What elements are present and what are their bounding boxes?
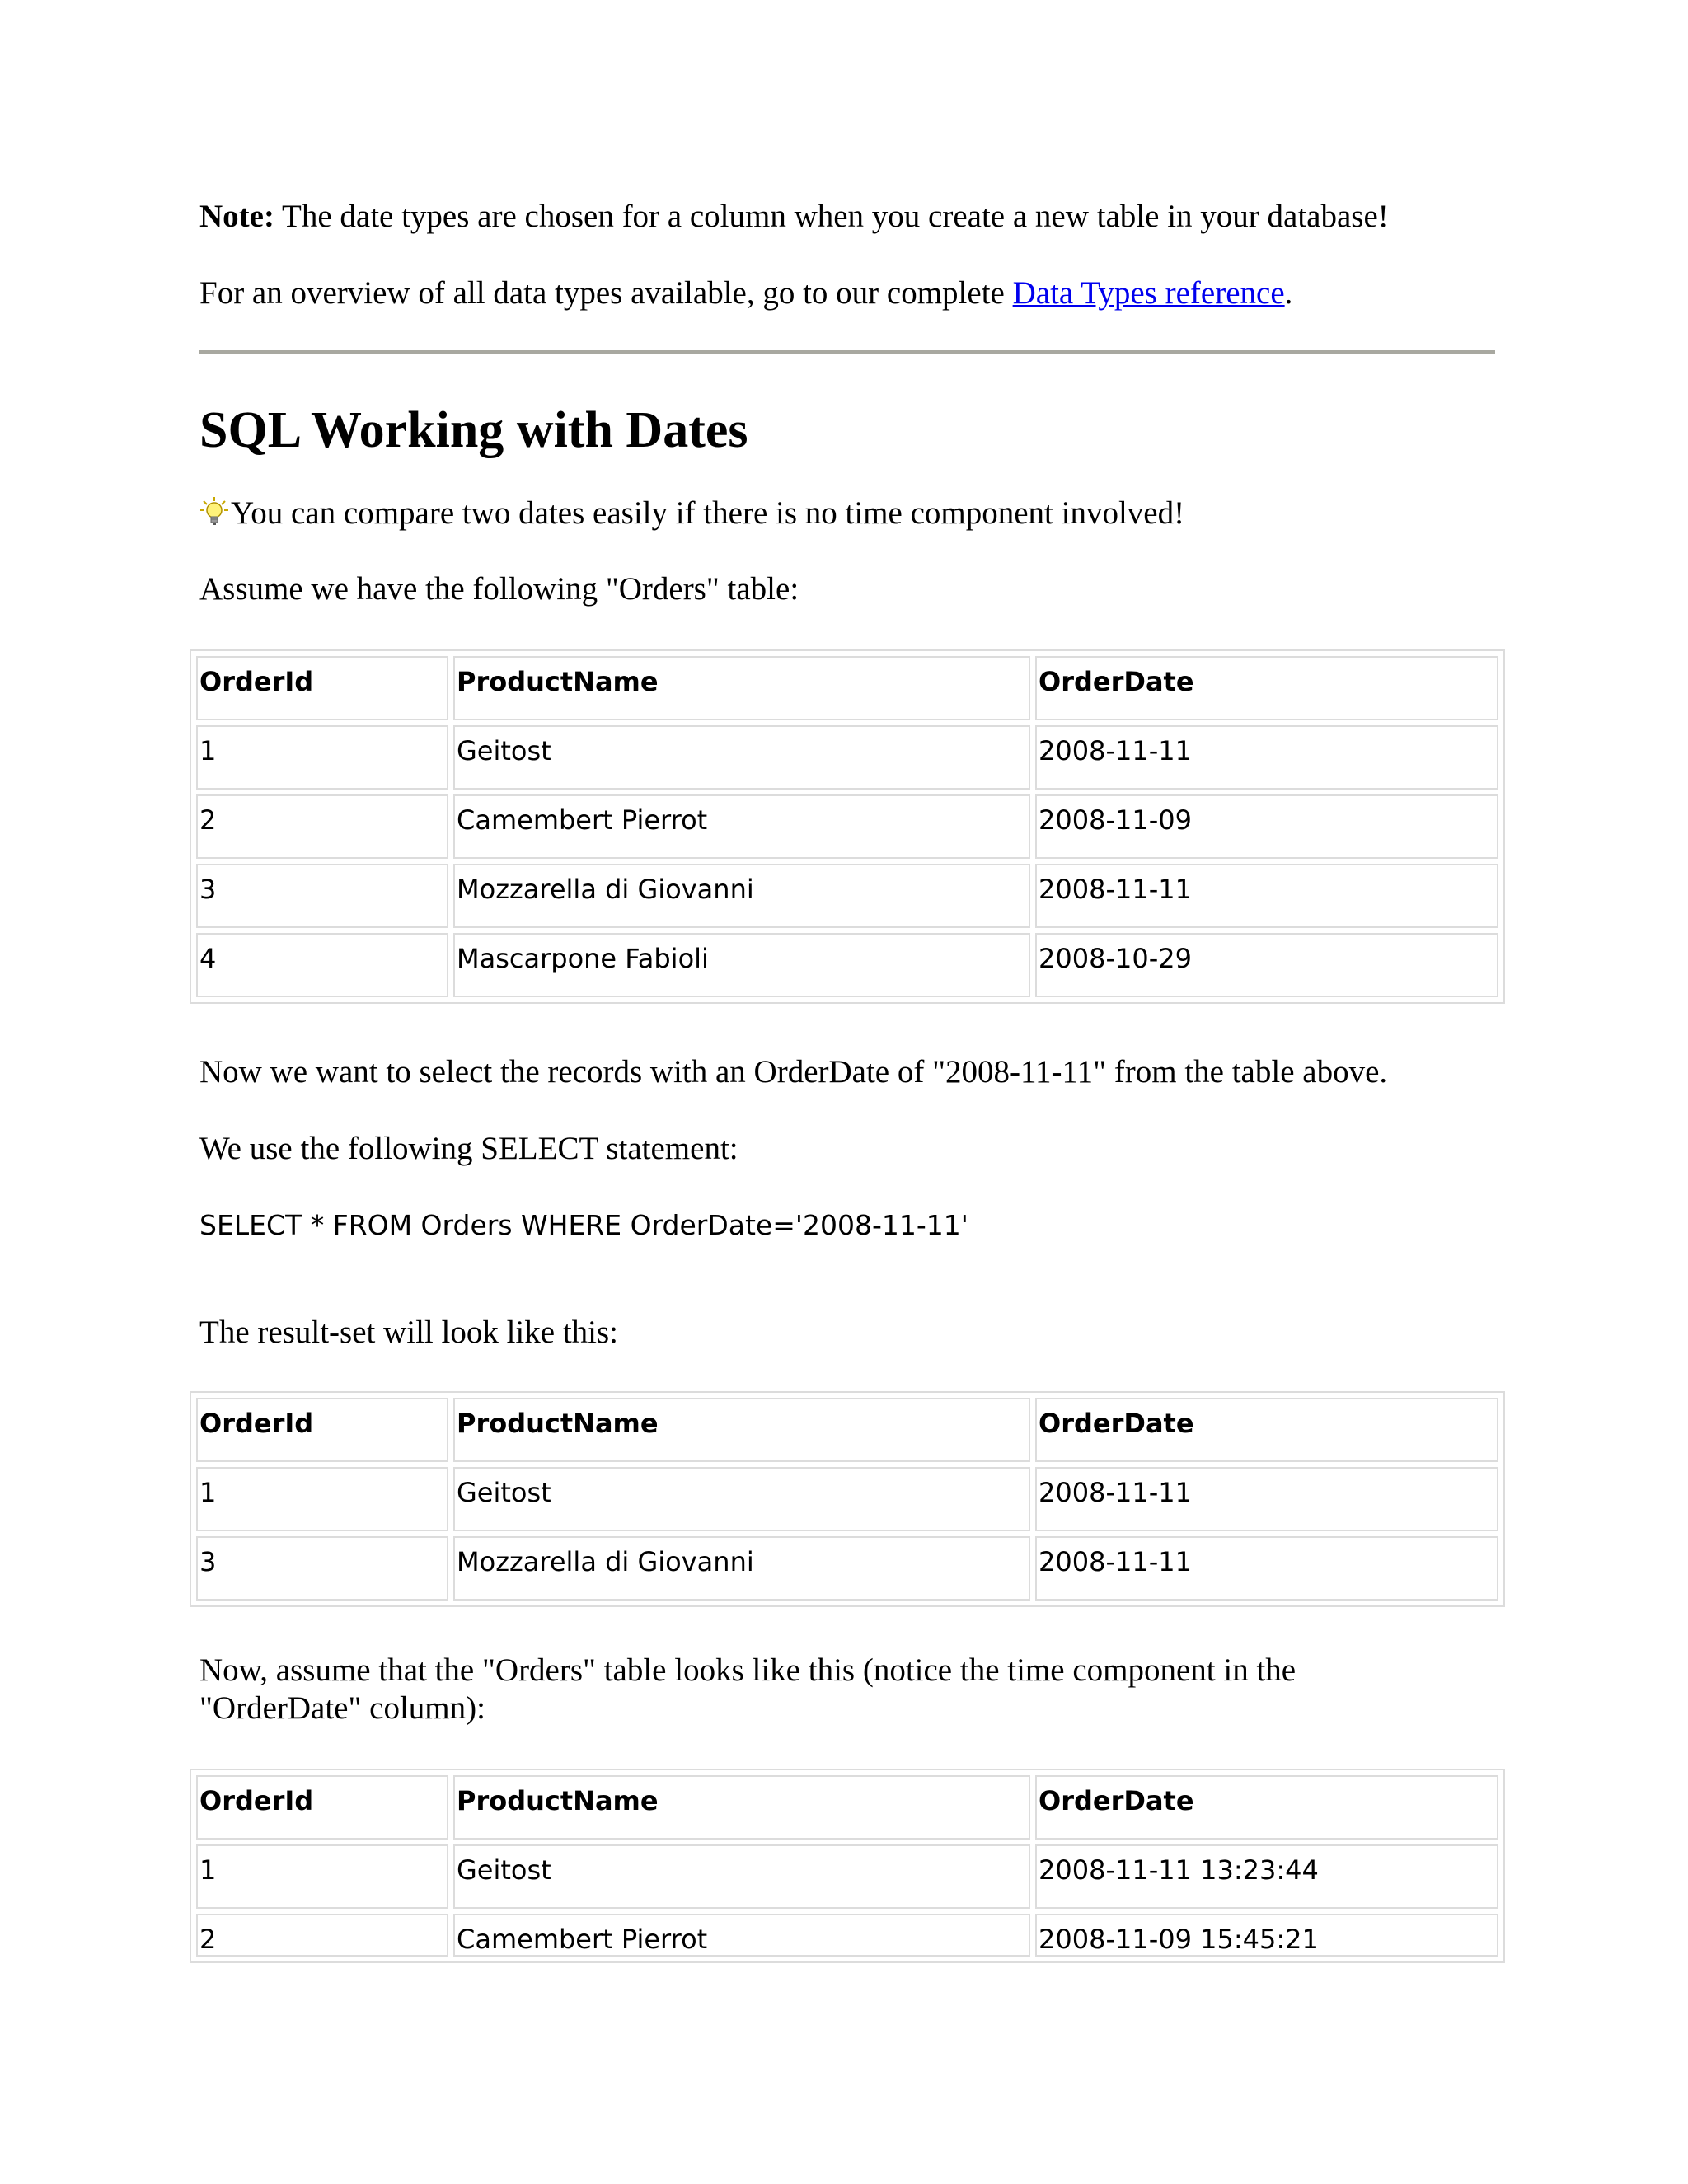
cell-order-id: 4: [196, 933, 448, 997]
cell-order-id: 1: [196, 725, 448, 790]
lightbulb-icon: [199, 496, 229, 526]
header-product-name: ProductName: [453, 1398, 1030, 1462]
header-product-name: ProductName: [453, 656, 1030, 720]
tip-paragraph: [199, 494, 1184, 532]
cell-product-name: Geitost: [453, 725, 1030, 790]
header-order-date: OrderDate: [1035, 1398, 1498, 1462]
data-types-reference-link[interactable]: Data Types reference: [1012, 275, 1285, 311]
cell-order-id: 1: [196, 1844, 448, 1909]
cell-product-name: Mascarpone Fabioli: [453, 933, 1030, 997]
note-paragraph: [199, 198, 1389, 236]
overview-period: .: [1284, 275, 1293, 311]
cell-product-name: Mozzarella di Giovanni: [453, 864, 1030, 928]
cell-order-id: 2: [196, 1914, 448, 1957]
cell-order-date: 2008-11-09: [1035, 794, 1498, 859]
overview-paragraph: [199, 274, 1292, 312]
cell-order-id: 3: [196, 1536, 448, 1601]
overview-text: For an overview of all data types available, go to our complete: [199, 275, 1013, 311]
cell-order-id: 2: [196, 794, 448, 859]
note-text: The date types are chosen for a column when you create a new table in your database!: [274, 199, 1389, 234]
orders-time-table: [190, 1769, 1505, 1963]
cell-order-date: 2008-11-11 13:23:44: [1035, 1844, 1498, 1909]
select-intro-paragraph: Now we want to select the records with an OrderDate of "2008-11-11" from the table above.: [199, 1054, 1388, 1090]
table-row: [196, 1844, 1498, 1909]
cell-product-name: Camembert Pierrot: [453, 794, 1030, 859]
cell-product-name: Geitost: [453, 1467, 1030, 1531]
cell-order-date: 2008-10-29: [1035, 933, 1498, 997]
statement-intro-paragraph: We use the following SELECT statement:: [199, 1131, 738, 1166]
header-order-date: OrderDate: [1035, 656, 1498, 720]
table-row: [196, 1914, 1498, 1957]
cell-order-date: 2008-11-11: [1035, 864, 1498, 928]
table-row: [196, 933, 1498, 997]
header-product-name: ProductName: [453, 1775, 1030, 1840]
table-row: [196, 725, 1498, 790]
time-intro-line-1: Now, assume that the "Orders" table looks like this (notice the time component in the: [199, 1652, 1296, 1688]
time-intro-line-2: "OrderDate" column):: [199, 1690, 485, 1726]
horizontal-rule: [199, 350, 1495, 354]
header-order-id: OrderId: [196, 1775, 448, 1840]
section-heading: SQL Working with Dates: [199, 402, 748, 458]
cell-order-date: 2008-11-11: [1035, 1467, 1498, 1531]
table-header-row: [196, 1775, 1498, 1840]
cell-order-id: 3: [196, 864, 448, 928]
table-row: [196, 1536, 1498, 1601]
table-header-row: [196, 656, 1498, 720]
tip-text: You can compare two dates easily if there is no time component involved!: [231, 495, 1185, 531]
table-row: [196, 1467, 1498, 1531]
cell-order-date: 2008-11-11: [1035, 725, 1498, 790]
intro-paragraph: Assume we have the following "Orders" table:: [199, 571, 799, 607]
cell-order-date: 2008-11-11: [1035, 1536, 1498, 1601]
cell-product-name: Camembert Pierrot: [453, 1914, 1030, 1957]
result-intro-paragraph: The result-set will look like this:: [199, 1315, 619, 1350]
cell-product-name: Mozzarella di Giovanni: [453, 1536, 1030, 1601]
cell-order-id: 1: [196, 1467, 448, 1531]
cell-order-date: 2008-11-09 15:45:21: [1035, 1914, 1498, 1957]
sql-code-block: SELECT * FROM Orders WHERE OrderDate='2008-11-11': [199, 1209, 968, 1241]
table-header-row: [196, 1398, 1498, 1462]
header-order-date: OrderDate: [1035, 1775, 1498, 1840]
cell-product-name: Geitost: [453, 1844, 1030, 1909]
table-row: [196, 794, 1498, 859]
note-label: Note:: [199, 199, 274, 234]
table-row: [196, 864, 1498, 928]
result-table: [190, 1391, 1505, 1607]
header-order-id: OrderId: [196, 656, 448, 720]
header-order-id: OrderId: [196, 1398, 448, 1462]
orders-table: [190, 649, 1505, 1004]
